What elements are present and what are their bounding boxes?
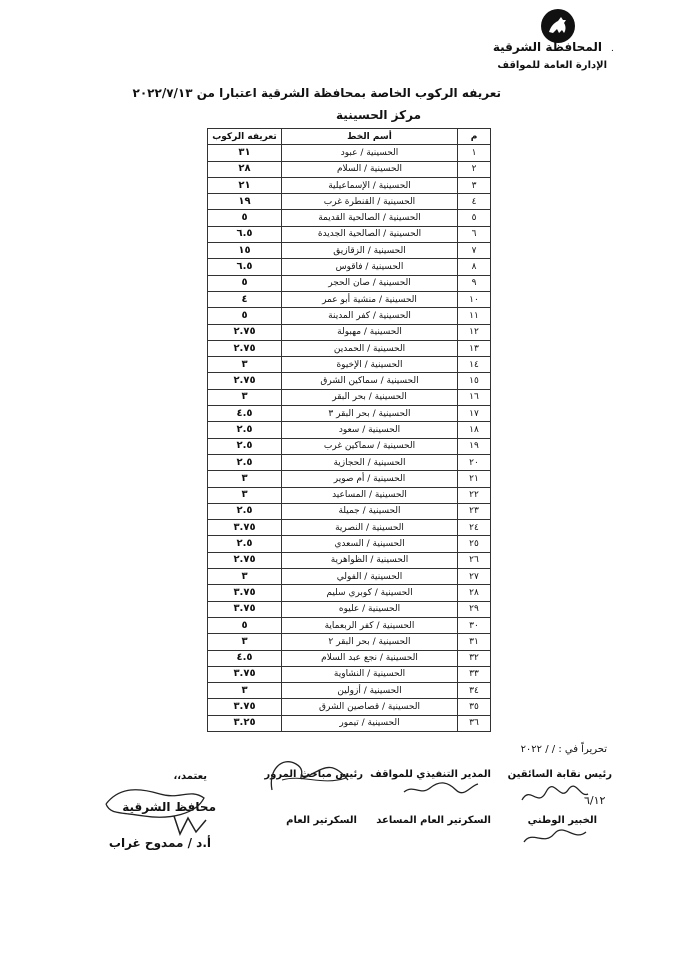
document-title: تعريفه الركوب الخاصة بمحافظة الشرقية اعتبارا من ٢٠٢٢/٧/١٣ [132,86,501,100]
route-name: الحسينية / نجع عبد السلام [282,650,458,666]
fare-value: ٣.٧٥ [208,601,282,617]
route-name: الحسينية / الحمدين [282,340,458,356]
route-name: الحسينية / بحر البقر ٣ [282,406,458,422]
row-number: ١١ [458,308,491,324]
fare-value: ٥ [208,275,282,291]
route-name: الحسينية / تيمور [282,715,458,731]
row-number: ٣٥ [458,699,491,715]
signature-governor-initial-icon [170,812,210,836]
route-name: الحسينية / القنطرة غرب [282,194,458,210]
route-name: الحسينية / مهبولة [282,324,458,340]
table-row [208,340,491,356]
route-name: الحسينية / الزقازيق [282,243,458,259]
fare-value: ٢.٥ [208,536,282,552]
row-number: ١٧ [458,406,491,422]
table-row [208,601,491,617]
fare-value: ٣١ [208,145,282,161]
route-name: الحسينية / السلام [282,161,458,177]
margin-mark: ٠ [610,46,615,56]
row-number: ١٤ [458,357,491,373]
fare-value: ٢.٥ [208,438,282,454]
fare-value: ٦.٥ [208,259,282,275]
fare-value: ٣.٧٥ [208,699,282,715]
route-name: الحسينية / كفر المدينة [282,308,458,324]
signature-national-expert-icon [520,822,590,850]
table-row [208,161,491,177]
row-number: ١٨ [458,422,491,438]
table-row [208,389,491,405]
route-name: الحسينية / فاقوس [282,259,458,275]
fare-value: ٣.٢٥ [208,715,282,731]
sig-national-expert: الخبير الوطني [527,815,597,826]
row-number: ٥ [458,210,491,226]
table-row [208,617,491,633]
row-number: ١٢ [458,324,491,340]
row-number: ٩ [458,275,491,291]
row-number: ٨ [458,259,491,275]
table-row [208,536,491,552]
table-row [208,650,491,666]
row-number: ٢٣ [458,503,491,519]
row-number: ٣٦ [458,715,491,731]
route-name: الحسينية / جميلة [282,503,458,519]
table-row [208,683,491,699]
sig-traffic-police: رئيس مباحث المرور [264,769,363,780]
row-number: ٢٨ [458,585,491,601]
row-number: ٢١ [458,471,491,487]
signature-traffic-police-icon [262,750,352,798]
row-number: ٣٤ [458,683,491,699]
table-row [208,145,491,161]
table-row [208,471,491,487]
fare-value: ٢.٥ [208,503,282,519]
fare-table [207,128,491,732]
table-row [208,324,491,340]
route-name: الحسينية / كفر الربعماية [282,617,458,633]
route-name: الحسينية / الإسماعيلية [282,177,458,193]
table-row [208,177,491,193]
table-row [208,308,491,324]
row-number: ٢٦ [458,552,491,568]
fare-value: ٣ [208,683,282,699]
route-name: الحسينية / بحر البقر [282,389,458,405]
table-row [208,210,491,226]
document-subtitle: مركز الحسينية [336,108,421,122]
signature-drivers-syndicate-icon [520,780,590,810]
route-name: الحسينية / الصالحية الجديدة [282,226,458,242]
route-name: الحسينية / عليوه [282,601,458,617]
row-number: ١ [458,145,491,161]
row-number: ٢٠ [458,454,491,470]
approved-label: يعتمد،، [173,771,207,782]
fare-value: ٢.٥ [208,422,282,438]
route-name: الحسينية / بحر البقر ٢ [282,634,458,650]
route-name: الحسينية / السعدي [282,536,458,552]
sig-secretary-general: السكرتير العام [286,815,357,826]
route-name: الحسينية / منشية أبو عمر [282,291,458,307]
sig-drivers-syndicate: رئيس نقابة السائقين [507,769,612,780]
route-name: الحسينية / الإخيوة [282,357,458,373]
row-number: ٣١ [458,634,491,650]
row-number: ٢٧ [458,569,491,585]
route-name: الحسينية / الفولي [282,569,458,585]
table-row [208,585,491,601]
row-number: ١٦ [458,389,491,405]
row-number: ٣٠ [458,617,491,633]
fare-value: ٢.٧٥ [208,340,282,356]
route-name: الحسينية / أم صوير [282,471,458,487]
col-header-number: م [458,129,491,145]
route-name: الحسينية / الحجازية [282,454,458,470]
table-row [208,373,491,389]
table-row [208,406,491,422]
table-row [208,454,491,470]
fare-value: ٥ [208,617,282,633]
table-header-row [208,129,491,145]
fare-value: ٤.٥ [208,406,282,422]
fare-value: ٢٨ [208,161,282,177]
table-row [208,243,491,259]
handwritten-date: ٦/١٢ [584,794,606,807]
row-number: ٢ [458,161,491,177]
sig-assistant-secretary: السكرتير العام المساعد [376,815,491,826]
table-row [208,291,491,307]
table-row [208,503,491,519]
table-row [208,634,491,650]
row-number: ١٩ [458,438,491,454]
route-name: الحسينية / الظواهرية [282,552,458,568]
fare-value: ٢.٧٥ [208,324,282,340]
table-row [208,487,491,503]
row-number: ٢٢ [458,487,491,503]
fare-value: ٣ [208,569,282,585]
row-number: ٢٥ [458,536,491,552]
table-row [208,552,491,568]
fare-value: ٢١ [208,177,282,193]
fare-value: ٢.٧٥ [208,552,282,568]
row-number: ٣ [458,177,491,193]
fare-value: ٣.٧٥ [208,585,282,601]
table-row [208,666,491,682]
table-row [208,438,491,454]
col-header-fare: تعريفه الركوب [208,129,282,145]
table-row [208,194,491,210]
fare-value: ٣ [208,389,282,405]
table-row [208,569,491,585]
fare-value: ٣ [208,634,282,650]
fare-value: ٥ [208,210,282,226]
table-row [208,226,491,242]
fare-value: ٢.٥ [208,454,282,470]
table-row [208,275,491,291]
fare-value: ٦.٥ [208,226,282,242]
table-row [208,259,491,275]
row-number: ٣٣ [458,666,491,682]
department-name: الإدارة العامة للمواقف [497,60,607,71]
route-name: الحسينية / سعود [282,422,458,438]
row-number: ٦ [458,226,491,242]
row-number: ٣٢ [458,650,491,666]
signature-exec-director-icon [400,776,480,800]
route-name: الحسينية / سماكين الشرق [282,373,458,389]
fare-value: ٢.٧٥ [208,373,282,389]
governor-title: محافظ الشرقية [122,800,216,814]
table-row [208,422,491,438]
table-row [208,699,491,715]
fare-value: ٣.٧٥ [208,520,282,536]
fare-value: ٥ [208,308,282,324]
table-row [208,715,491,731]
table-row [208,520,491,536]
fare-value: ٣.٧٥ [208,666,282,682]
route-name: الحسينية / أزولين [282,683,458,699]
route-name: الحسينية / كوبري سليم [282,585,458,601]
sig-exec-director: المدير التنفيذي للمواقف [370,769,491,780]
route-name: الحسينية / صان الحجر [282,275,458,291]
route-name: الحسينية / الصالحية القديمة [282,210,458,226]
issue-date: تحريراً في : / / ٢٠٢٢ [520,744,607,755]
fare-value: ٤.٥ [208,650,282,666]
row-number: ٧ [458,243,491,259]
row-number: ٢٤ [458,520,491,536]
fare-value: ٣ [208,471,282,487]
fare-value: ٣ [208,357,282,373]
fare-value: ١٩ [208,194,282,210]
row-number: ٢٩ [458,601,491,617]
table-row [208,357,491,373]
fare-value: ١٥ [208,243,282,259]
route-name: الحسينية / النشاوية [282,666,458,682]
fare-value: ٣ [208,487,282,503]
row-number: ٤ [458,194,491,210]
row-number: ١٠ [458,291,491,307]
col-header-route: أسم الخط [282,129,458,145]
fare-value: ٤ [208,291,282,307]
row-number: ١٥ [458,373,491,389]
org-name: المحافظة الشرقية [492,40,602,54]
route-name: الحسينية / النصرية [282,520,458,536]
governorate-horse-logo-icon [540,8,576,44]
route-name: الحسينية / المساعيد [282,487,458,503]
route-name: الحسينية / سماكين غرب [282,438,458,454]
governor-name: أ.د / ممدوح غراب [108,836,211,850]
route-name: الحسينية / عبود [282,145,458,161]
row-number: ١٣ [458,340,491,356]
route-name: الحسينية / قصاصين الشرق [282,699,458,715]
